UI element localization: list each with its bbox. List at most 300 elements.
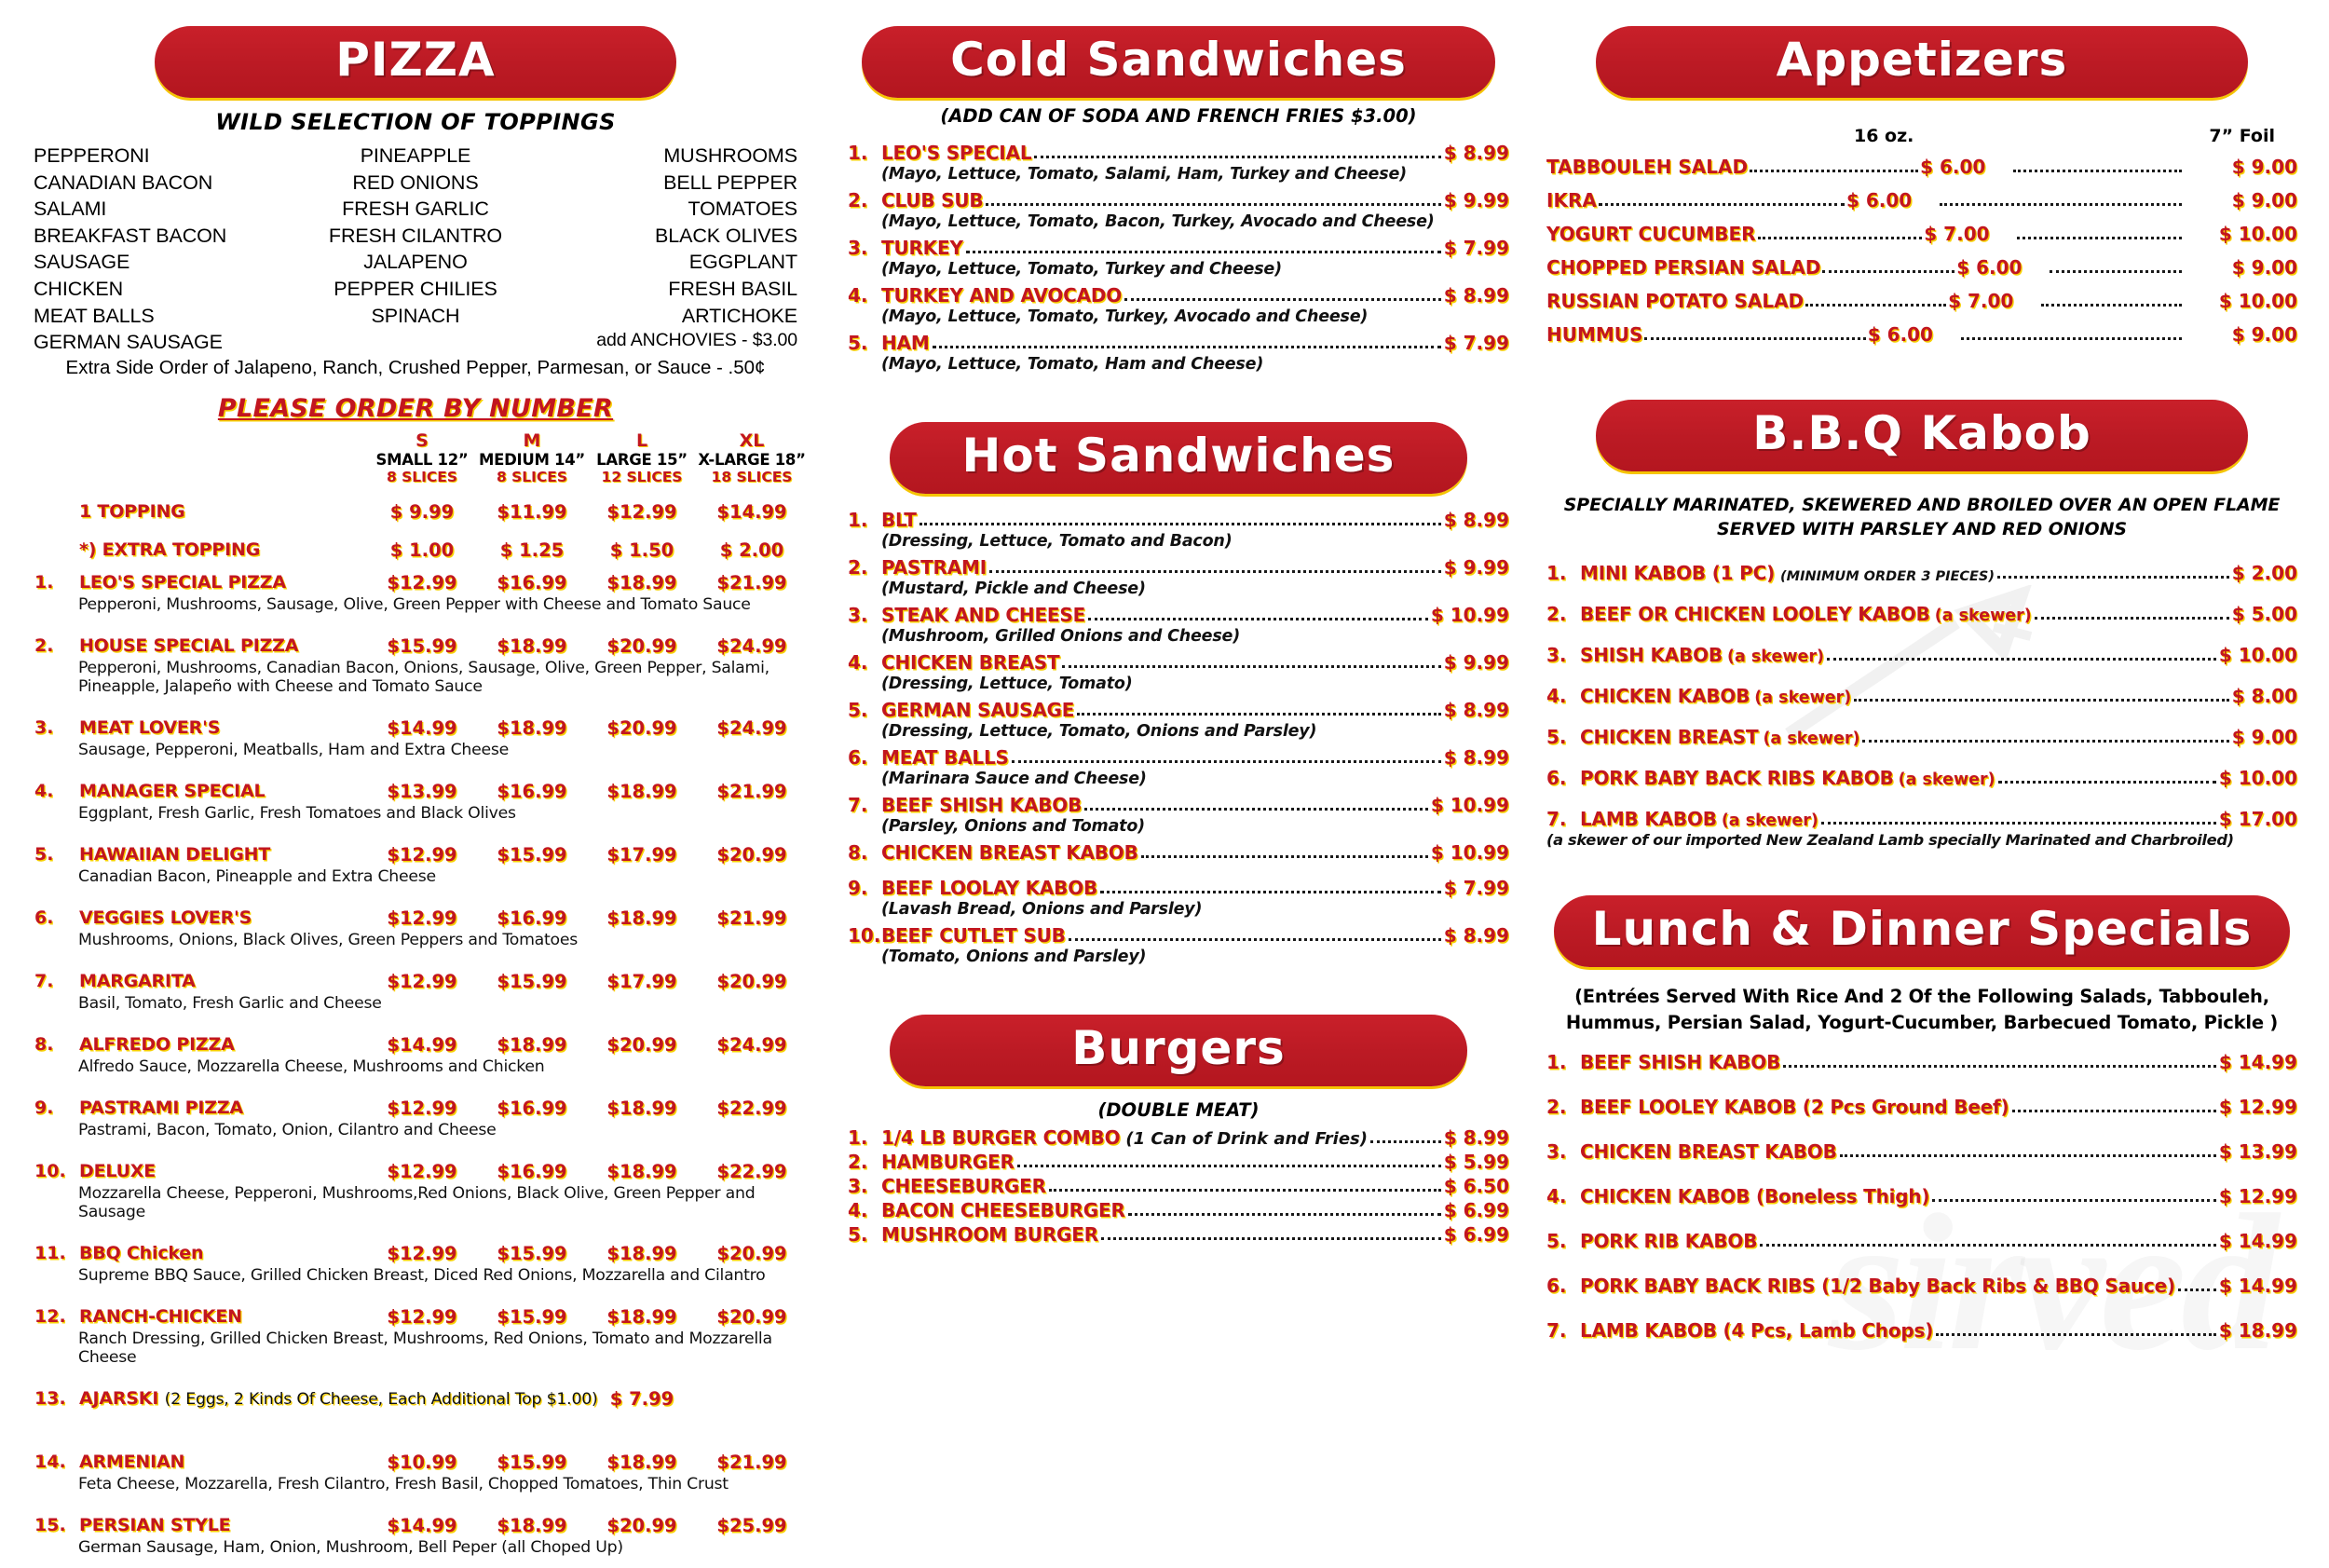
pizza-row[interactable] [34, 897, 807, 930]
item-number: 2. [1546, 1095, 1567, 1118]
list-item[interactable] [1546, 290, 2297, 312]
list-item[interactable] [1546, 685, 2297, 707]
pizza-name: HOUSE SPECIAL PIZZA [79, 634, 299, 656]
item-name: BEEF LOOLAY KABOB [881, 877, 1098, 899]
pizza-row[interactable] [34, 707, 807, 740]
pizza-row[interactable] [34, 834, 807, 866]
item-number: 1. [1546, 1050, 1567, 1073]
item-description: (Mayo, Lettuce, Tomato, Bacon, Turkey, Avocado and Cheese) [881, 212, 1435, 231]
item-name: MUSHROOM BURGER [881, 1223, 1098, 1246]
item-description: (Mustard, Pickle and Cheese) [881, 579, 1146, 598]
pizza-description: Basil, Tomato, Fresh Garlic and Cheese [78, 993, 382, 1013]
size-letter: XL [739, 429, 765, 451]
item-name: BEEF SHISH KABOB [881, 794, 1083, 816]
item-number: 6. [848, 746, 868, 769]
pizza-name: BBQ Chicken [79, 1242, 204, 1263]
pizza-description: Mushrooms, Onions, Black Olives, Green Peppers and Tomatoes [78, 930, 578, 949]
list-item[interactable] [848, 142, 1509, 184]
rate-price: $ 2.00 [719, 539, 784, 561]
list-item[interactable] [848, 794, 1509, 836]
pizza-price-s: $10.99 [387, 1451, 457, 1473]
list-item[interactable] [848, 841, 1509, 864]
bbq-kabob-banner [1596, 400, 2248, 471]
rate-row [34, 539, 807, 562]
pizza-price-xl: $21.99 [716, 907, 787, 929]
item-price: $ 8.99 [1443, 1126, 1509, 1149]
pizza-description: Ranch Dressing, Grilled Chicken Breast, Mushrooms, Red Onions, Tomato and Mozzarella Cheese [78, 1329, 772, 1367]
list-item[interactable] [848, 509, 1509, 551]
pizza-price-s: $12.99 [387, 1305, 457, 1328]
leader-dots [1644, 337, 1865, 340]
item-name: PORK BABY BACK RIBS KABOB [1580, 767, 1894, 790]
pizza-description: Pepperoni, Mushrooms, Sausage, Olive, Green Pepper with Cheese and Tomato Sauce [78, 594, 751, 614]
item-name: TURKEY [881, 237, 963, 259]
list-item[interactable] [848, 1199, 1509, 1221]
item-name: IKRA [1546, 189, 1597, 211]
item-number: 3. [1546, 1139, 1567, 1163]
lunch-dinner-banner-label: Lunch & Dinner Specials [1591, 902, 2253, 957]
size-letter: S [415, 429, 429, 451]
leader-dots [2178, 1288, 2216, 1291]
size-col-l [587, 427, 697, 500]
item-price: $ 17.00 [2218, 808, 2297, 831]
item-price: $ 14.99 [2218, 1229, 2297, 1252]
item-skewer-note: (a skewer) [1898, 770, 1995, 790]
list-item[interactable] [1546, 1319, 2297, 1342]
item-price-foil: $ 10.00 [2218, 223, 2297, 245]
pizza-name: AJARSKI [79, 1387, 159, 1409]
pizza-price-xl: $24.99 [716, 1033, 787, 1056]
pizza-size-header-row [34, 427, 807, 500]
order-by-number-heading: PLEASE ORDER BY NUMBER [217, 393, 614, 423]
item-number: 4. [1546, 1184, 1567, 1207]
pizza-row[interactable] [34, 1087, 807, 1120]
item-price: $ 9.99 [1443, 556, 1509, 579]
pizza-price-m: $18.99 [497, 634, 567, 657]
item-price: $ 10.99 [1430, 604, 1509, 626]
item-price: $ 9.99 [1443, 189, 1509, 211]
list-item[interactable] [848, 237, 1509, 279]
leader-dots [2035, 617, 2229, 620]
cold-sandwiches-banner [862, 26, 1495, 98]
item-number: 4. [848, 651, 868, 674]
item-price: $ 14.99 [2218, 1274, 2297, 1297]
hot-sandwiches-list [848, 509, 1509, 966]
item-name: RUSSIAN POTATO SALAD [1546, 290, 1805, 312]
leader-dots [1034, 156, 1440, 158]
burgers-banner [890, 1015, 1467, 1086]
pizza-name: ARMENIAN [79, 1451, 185, 1472]
pizza-price-l: $18.99 [606, 1305, 677, 1328]
list-item[interactable] [1546, 256, 2297, 279]
item-price: $ 8.00 [2231, 685, 2297, 708]
pizza-name: MARGARITA [79, 970, 196, 991]
list-item[interactable] [1546, 223, 2297, 245]
item-price: $ 8.99 [1443, 284, 1509, 307]
bbq-kabob-banner-label: B.B.Q Kabob [1752, 406, 2091, 460]
toppings-column-3 [543, 143, 797, 356]
item-name: BEEF CUTLET SUB [881, 924, 1066, 947]
pizza-column [0, 0, 820, 1557]
pizza-price-s: $12.99 [387, 1242, 457, 1264]
pizza-row[interactable] [34, 562, 807, 594]
pizza-row[interactable] [34, 625, 807, 658]
item-number: 1. [848, 142, 868, 164]
hot-sandwiches-banner-label: Hot Sandwiches [961, 429, 1396, 483]
size-slices: 8 SLICES [386, 468, 458, 485]
rate-row [34, 500, 807, 524]
size-letter: L [635, 429, 648, 451]
extra-side-note: Extra Side Order of Jalapeno, Ranch, Crushed Pepper, Parmesan, or Sauce - .50¢ [65, 356, 766, 378]
sandwiches-column [820, 0, 1528, 1507]
leader-dots [1783, 1065, 2216, 1068]
item-price: $ 8.99 [1443, 509, 1509, 531]
item-number: 3. [848, 237, 868, 259]
pizza-number: 8. [34, 1033, 54, 1055]
item-description: (Dressing, Lettuce, Tomato and Bacon) [881, 532, 1233, 551]
item-price-foil: $ 9.00 [2231, 323, 2297, 346]
size-name: MEDIUM 14” [479, 450, 585, 469]
pizza-row[interactable] [34, 1151, 807, 1183]
pizza-description: Pepperoni, Mushrooms, Canadian Bacon, Onions, Sausage, Olive, Green Pepper, Salami, Pineapple, Jalapeño with Cheese and Tomato Sauce [78, 658, 770, 696]
rate-price: $ 9.99 [389, 500, 455, 523]
size-letter: M [523, 429, 541, 451]
item-price: $ 6.50 [1443, 1175, 1509, 1197]
item-name-note: (MINIMUM ORDER 3 PIECES) [1780, 569, 1995, 585]
pizza-price-m: $16.99 [497, 907, 567, 929]
item-skewer-note: (a skewer) [1721, 811, 1818, 831]
pizza-name: VEGGIES LOVER'S [79, 907, 252, 928]
item-price: $ 10.00 [2218, 644, 2297, 667]
item-number: 2. [848, 556, 868, 579]
anchovies-note: add ANCHOVIES - $3.00 [596, 330, 797, 351]
pizza-price-m: $15.99 [497, 1451, 567, 1473]
pizza-price-m: $15.99 [497, 843, 567, 866]
appetizers-kabob-column [1528, 0, 2329, 1507]
item-number: 7. [1546, 1318, 1567, 1342]
item-number: 5. [848, 332, 868, 354]
leader-dots [1017, 1165, 1441, 1167]
item-name: CHICKEN BREAST [1580, 726, 1759, 749]
leader-dots [1370, 1140, 1441, 1143]
list-item[interactable] [1546, 1096, 2297, 1118]
pizza-price-xl: $22.99 [716, 1097, 787, 1119]
item-price: $ 7.99 [1443, 877, 1509, 899]
rate-price: $ 1.00 [389, 539, 455, 561]
item-number: 7. [848, 794, 868, 816]
list-item[interactable] [1546, 1140, 2297, 1163]
leader-dots [1821, 822, 2216, 825]
list-item[interactable] [848, 332, 1509, 374]
leader-dots [1940, 203, 2182, 206]
item-number: 5. [848, 699, 868, 721]
toppings-column-2 [288, 143, 542, 356]
pizza-name: DELUXE [79, 1160, 157, 1181]
item-price-16oz: $ 6.00 [1867, 323, 1933, 346]
appetizers-head-foil: 7” Foil [2209, 126, 2275, 146]
item-name: TABBOULEH SALAD [1546, 156, 1749, 178]
pizza-number: 9. [34, 1097, 54, 1118]
item-name: CHICKEN BREAST [881, 651, 1060, 674]
pizza-row[interactable] [34, 770, 807, 803]
item-number: 3. [848, 604, 868, 626]
pizza-row[interactable] [34, 1378, 807, 1411]
leader-dots [1049, 1189, 1441, 1192]
item-price: $ 10.00 [2218, 767, 2297, 790]
item-price-foil: $ 9.00 [2231, 189, 2297, 211]
pizza-price-s: $ 7.99 [609, 1387, 674, 1410]
item-name: CHEESEBURGER [881, 1175, 1046, 1197]
pizza-number: 2. [34, 634, 54, 656]
pizza-price-l: $18.99 [606, 571, 677, 593]
item-price: $ 5.99 [1443, 1151, 1509, 1173]
pizza-price-s: $12.99 [387, 1097, 457, 1119]
rate-price: $11.99 [497, 500, 567, 523]
list-item[interactable] [1546, 767, 2297, 789]
pizza-row[interactable] [34, 1024, 807, 1057]
item-name: CHICKEN BREAST KABOB [1580, 1139, 1837, 1163]
item-name: MINI KABOB (1 PC) [1580, 562, 1776, 585]
list-item[interactable] [848, 699, 1509, 741]
item-price: $ 10.99 [1430, 841, 1509, 864]
item-price: $ 6.99 [1443, 1223, 1509, 1246]
appetizers-column-headers [1546, 126, 2297, 146]
burgers-note: (DOUBLE MEAT) [1097, 1099, 1260, 1121]
leader-dots [1932, 1199, 2215, 1202]
topping: PINEAPPLE [360, 144, 471, 167]
list-item[interactable] [1546, 1185, 2297, 1207]
item-price: $ 10.99 [1430, 794, 1509, 816]
rate-row [34, 524, 807, 539]
topping: CHICKEN [34, 277, 124, 300]
item-price: $ 7.99 [1443, 237, 1509, 259]
item-description: (Dressing, Lettuce, Tomato, Onions and Parsley) [881, 722, 1317, 741]
pizza-price-m: $16.99 [497, 780, 567, 802]
leader-dots [1961, 337, 2182, 340]
pizza-price-l: $18.99 [606, 1242, 677, 1264]
leader-dots [1599, 203, 1845, 206]
appetizers-head-16oz: 16 oz. [1854, 126, 1914, 146]
leader-dots [2012, 1110, 2216, 1112]
list-item[interactable] [1546, 323, 2297, 346]
item-name: LEO'S SPECIAL [881, 142, 1032, 164]
size-col-s [367, 427, 477, 500]
item-number: 3. [1546, 644, 1567, 667]
list-item[interactable] [1546, 726, 2297, 748]
pizza-row[interactable] [34, 961, 807, 993]
size-slices: 12 SLICES [601, 468, 683, 485]
pizza-description: Canadian Bacon, Pineapple and Extra Cheese [78, 866, 436, 886]
pizza-number: 1. [34, 571, 54, 593]
pizza-price-xl: $21.99 [716, 1451, 787, 1473]
list-item[interactable] [1546, 1275, 2297, 1297]
pizza-banner [155, 26, 676, 98]
pizza-description: Supreme BBQ Sauce, Grilled Chicken Breast, Diced Red Onions, Mozzarella and Cilantro [78, 1265, 766, 1285]
list-item[interactable] [848, 1175, 1509, 1197]
pizza-price-s: $15.99 [387, 634, 457, 657]
cold-sandwiches-banner-label: Cold Sandwiches [950, 33, 1407, 87]
rate-name: 1 TOPPING [79, 500, 185, 522]
pizza-number: 6. [34, 907, 54, 928]
leader-dots [989, 570, 1441, 573]
pizza-price-l: $18.99 [606, 780, 677, 802]
item-name: BEEF LOOLEY KABOB (2 Pcs Ground Beef) [1580, 1095, 2009, 1118]
item-description: (Lavash Bread, Onions and Parsley) [881, 900, 1203, 919]
leader-dots [1854, 699, 2228, 702]
item-price-foil: $ 9.00 [2231, 156, 2297, 178]
topping: BELL PEPPER [663, 170, 797, 194]
item-description: (Marinara Sauce and Cheese) [881, 770, 1147, 788]
pizza-price-s: $12.99 [387, 970, 457, 992]
pizza-price-l: $20.99 [606, 716, 677, 739]
rate-name: *) EXTRA TOPPING [79, 539, 261, 560]
list-item[interactable] [1546, 603, 2297, 625]
topping: ARTICHOKE [681, 304, 797, 327]
leader-dots [919, 523, 1441, 525]
list-item[interactable] [848, 877, 1509, 919]
pizza-number: 11. [34, 1242, 66, 1263]
list-item[interactable] [848, 604, 1509, 646]
leader-dots [1827, 658, 2216, 661]
size-col-m [477, 427, 587, 500]
item-skewer-note: (a skewer) [1754, 689, 1852, 708]
item-description: (Mushroom, Grilled Onions and Cheese) [881, 627, 1241, 646]
pizza-price-table [34, 427, 807, 1568]
item-description: (Mayo, Lettuce, Tomato, Turkey and Cheese) [881, 260, 1282, 279]
item-name: LAMB KABOB (4 Pcs, Lamb Chops) [1580, 1318, 1934, 1342]
pizza-number: 12. [34, 1305, 66, 1327]
item-price: $ 12.99 [2218, 1095, 2297, 1118]
appetizers-banner [1596, 26, 2248, 98]
pizza-price-m: $18.99 [497, 1033, 567, 1056]
pizza-price-l: $17.99 [606, 843, 677, 866]
cold-sandwiches-list [848, 142, 1509, 374]
item-price: $ 7.99 [1443, 332, 1509, 354]
pizza-description: German Sausage, Ham, Onion, Mushroom, Bell Peper (all Choped Up) [78, 1537, 623, 1557]
list-item[interactable] [848, 1126, 1509, 1149]
leader-dots [1128, 1213, 1441, 1216]
item-number: 1. [1546, 562, 1567, 585]
bbq-kabob-list [1546, 562, 2297, 849]
pizza-price-m: $15.99 [497, 1242, 567, 1264]
toppings-column-1 [34, 143, 288, 356]
size-name: X-LARGE 18” [698, 450, 806, 469]
pizza-row[interactable] [34, 1296, 807, 1329]
list-item[interactable] [848, 189, 1509, 231]
item-number: 5. [1546, 1229, 1567, 1252]
lunch-dinner-note: (Entrées Served With Rice And 2 Of the Following Salads, Tabbouleh, Hummus, Persian Salad, Yogurt-Cucumber, Barbecued Tomato, Pickle ) [1565, 986, 2279, 1033]
size-name: SMALL 12” [375, 450, 469, 469]
topping: PEPPERONI [34, 144, 150, 167]
item-name: BEEF OR CHICKEN LOOLEY KABOB [1580, 603, 1930, 626]
topping: MEAT BALLS [34, 304, 155, 327]
list-item[interactable] [848, 1151, 1509, 1173]
bbq-kabob-note: SPECIALLY MARINATED, SKEWERED AND BROILED OVER AN OPEN FLAME SERVED WITH PARSLEY AND RED ONIONS [1563, 495, 2281, 539]
leader-dots [933, 346, 1441, 348]
item-number: 7. [1546, 808, 1567, 831]
item-name: STEAK AND CHEESE [881, 604, 1086, 626]
hot-sandwiches-banner [890, 422, 1467, 494]
item-number: 1. [848, 1126, 868, 1149]
item-name: CHOPPED PERSIAN SALAD [1546, 256, 1821, 279]
pizza-row[interactable] [34, 1233, 807, 1265]
leader-dots [1760, 1244, 2216, 1247]
pizza-name: RANCH-CHICKEN [79, 1305, 242, 1327]
pizza-price-s: $12.99 [387, 1160, 457, 1182]
pizza-price-m: $18.99 [497, 1514, 567, 1536]
pizza-number: 15. [34, 1514, 66, 1535]
item-price: $ 14.99 [2218, 1050, 2297, 1073]
item-description: (Dressing, Lettuce, Tomato) [881, 675, 1133, 693]
list-item[interactable] [1546, 156, 2297, 178]
item-number: 1. [848, 509, 868, 531]
leader-dots [986, 203, 1440, 206]
pizza-description [78, 1411, 807, 1441]
item-skewer-note: (a skewer) [1934, 607, 2032, 626]
pizza-name: MEAT LOVER'S [79, 716, 221, 738]
list-item[interactable] [1546, 644, 2297, 666]
item-description: (Mayo, Lettuce, Tomato, Turkey, Avocado and Cheese) [881, 307, 1369, 326]
item-name: HAMBURGER [881, 1151, 1015, 1173]
pizza-price-l: $20.99 [606, 1514, 677, 1536]
item-skewer-note: (a skewer) [1726, 648, 1824, 667]
list-item[interactable] [1546, 1230, 2297, 1252]
pizza-row[interactable] [34, 1441, 807, 1474]
list-item[interactable] [848, 651, 1509, 693]
item-price: $ 5.00 [2231, 603, 2297, 626]
item-price: $ 6.99 [1443, 1199, 1509, 1221]
item-name: PORK RIB KABOB [1580, 1229, 1758, 1252]
leader-dots [1805, 304, 1946, 307]
list-item[interactable] [1546, 562, 2297, 584]
list-item[interactable] [1546, 189, 2297, 211]
list-item[interactable] [848, 924, 1509, 966]
topping: TOMATOES [688, 198, 797, 221]
pizza-name: ALFREDO PIZZA [79, 1033, 235, 1055]
topping: EGGPLANT [688, 251, 797, 274]
item-price-16oz: $ 7.00 [1924, 223, 1990, 245]
leader-dots [1100, 891, 1441, 893]
item-name: BACON CHEESEBURGER [881, 1199, 1125, 1221]
list-item[interactable] [848, 746, 1509, 788]
item-name: CHICKEN KABOB (Boneless Thigh) [1580, 1184, 1930, 1207]
item-price-foil: $ 10.00 [2218, 290, 2298, 312]
pizza-price-m: $16.99 [497, 1160, 567, 1182]
pizza-price-m: $16.99 [497, 571, 567, 593]
pizza-price-s: $14.99 [387, 1514, 457, 1536]
pizza-price-l: $20.99 [606, 634, 677, 657]
item-description: (Parsley, Onions and Tomato) [881, 817, 1145, 836]
item-number: 2. [848, 1151, 868, 1173]
leader-dots [2017, 237, 2182, 239]
list-item[interactable] [1546, 1051, 2297, 1073]
pizza-description: Alfredo Sauce, Mozzarella Cheese, Mushrooms and Chicken [78, 1057, 545, 1076]
list-item[interactable] [1546, 808, 2297, 849]
leader-dots [1758, 237, 1923, 239]
pizza-price-l: $18.99 [606, 1451, 677, 1473]
pizza-price-xl: $22.99 [716, 1160, 787, 1182]
pizza-price-xl: $21.99 [716, 780, 787, 802]
topping: SAUSAGE [34, 251, 130, 274]
pizza-row[interactable] [34, 1505, 807, 1537]
item-number: 5. [848, 1223, 868, 1246]
list-item[interactable] [848, 556, 1509, 598]
pizza-price-s: $14.99 [387, 716, 457, 739]
list-item[interactable] [848, 284, 1509, 326]
topping: FRESH BASIL [668, 277, 797, 300]
list-item[interactable] [848, 1223, 1509, 1246]
leader-dots [1997, 576, 2229, 579]
